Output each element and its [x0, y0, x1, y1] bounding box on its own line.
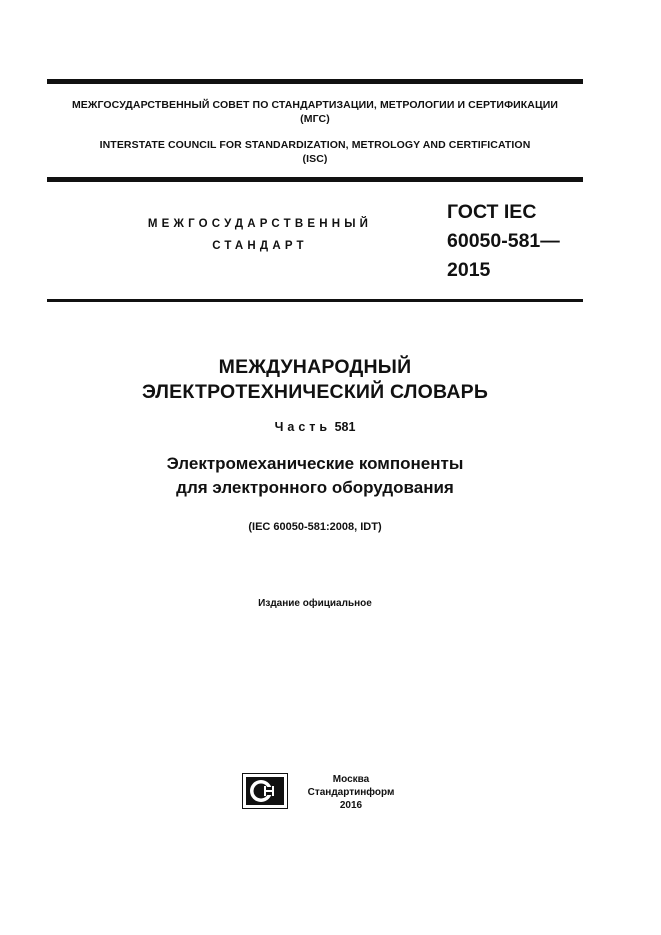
part-number: 581: [334, 420, 356, 434]
top-rule: [47, 79, 583, 84]
lower-rule: [47, 299, 583, 302]
edition-note: Издание официальное: [258, 598, 372, 609]
designation-line3: 2015: [447, 259, 491, 281]
subtitle-line2: для электронного оборудования: [176, 478, 454, 497]
part-label: [47, 420, 583, 434]
standard-kind-line1: МЕЖГОСУДАРСТВЕННЫЙ: [147, 218, 373, 230]
middle-rule: [47, 177, 583, 182]
council-name-ru: [47, 98, 583, 126]
designation-line2: 60050-581—: [447, 230, 560, 252]
council-en-line1: INTERSTATE COUNCIL FOR STANDARDIZATION, METROLOGY AND CERTIFICATION: [99, 139, 531, 151]
council-ru-line1: МЕЖГОСУДАРСТВЕННЫЙ СОВЕТ ПО СТАНДАРТИЗАЦИИ, МЕТРОЛОГИИ И СЕРТИФИКАЦИИ: [71, 99, 559, 111]
part-word: Часть: [274, 420, 332, 434]
title-line1: МЕЖДУНАРОДНЫЙ: [218, 356, 412, 378]
standard-kind-line2: СТАНДАРТ: [212, 240, 308, 252]
document-subtitle: [47, 452, 583, 500]
subtitle-line1: Электромеханические компоненты: [166, 454, 464, 473]
council-en-abbr: (ISC): [302, 153, 328, 165]
publisher-name: Стандартинформ: [307, 787, 395, 798]
designation-line1: ГОСТ IEC: [447, 201, 537, 223]
standartinform-logo-icon: [242, 773, 288, 809]
standard-designation: [447, 198, 560, 285]
document-title: [47, 355, 583, 405]
council-ru-abbr: (МГС): [300, 113, 330, 125]
iec-reference: (IEC 60050-581:2008, IDT): [248, 521, 382, 533]
council-name-en: [47, 138, 583, 166]
title-line2: ЭЛЕКТРОТЕХНИЧЕСКИЙ СЛОВАРЬ: [141, 381, 489, 403]
publisher-city: Москва: [332, 774, 370, 785]
publisher-year: 2016: [339, 800, 363, 811]
publisher-block: [296, 773, 406, 812]
